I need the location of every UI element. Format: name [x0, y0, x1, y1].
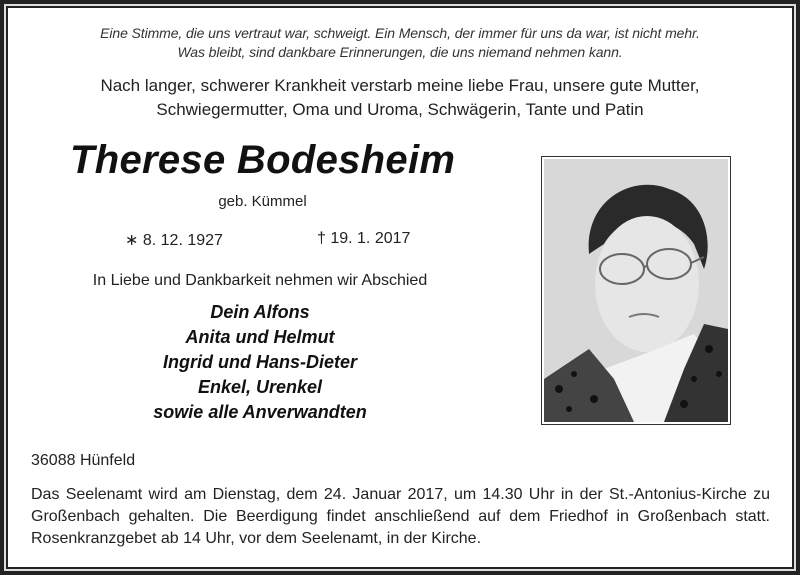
motto-line-1: Eine Stimme, die uns vertraut war, schweigt. Ein Mensch, der immer für uns da war, ist nicht mehr. [100, 25, 700, 41]
mourner-2: Anita und Helmut [185, 327, 335, 347]
portrait-photo [541, 156, 731, 425]
deceased-name: Therese Bodesheim [70, 138, 456, 182]
motto-line-2: Was bleibt, sind dankbare Erinnerungen, die uns niemand nehmen kann. [177, 44, 623, 60]
mourner-3: Ingrid und Hans-Dieter [162, 352, 357, 372]
mourner-4: Enkel, Urenkel [197, 377, 323, 397]
death-date: † 19. 1. 2017 [317, 230, 411, 247]
maiden-name: geb. Kümmel [218, 193, 307, 210]
birth-date: ∗ 8. 12. 1927 [125, 232, 223, 249]
service-notice-text: Das Seelenamt wird am Dienstag, dem 24. Januar 2017, um 14.30 Uhr in der St.-Antonius-Kirche zu Großenbach gehalten. Die Beerdigung findet anschließend auf dem Friedhof in Großenbach statt. Rosenkranzgebet ab 14 Uhr, vor dem Seelenamt, in der Kirche. [31, 486, 770, 547]
portrait-illustration [544, 159, 728, 422]
portrait-image [544, 159, 728, 422]
mourner-5: sowie alle Anverwandten [153, 402, 367, 422]
intro-line-2: Schwiegermutter, Oma und Uroma, Schwägerin, Tante und Patin [156, 100, 644, 119]
service-notice [31, 484, 770, 550]
mourner-1: Dein Alfons [210, 302, 310, 322]
city-line: 36088 Hünfeld [31, 452, 136, 469]
farewell-line: In Liebe und Dankbarkeit nehmen wir Abschied [92, 272, 428, 289]
intro-line-1: Nach langer, schwerer Krankheit verstarb meine liebe Frau, unsere gute Mutter, [100, 76, 700, 95]
